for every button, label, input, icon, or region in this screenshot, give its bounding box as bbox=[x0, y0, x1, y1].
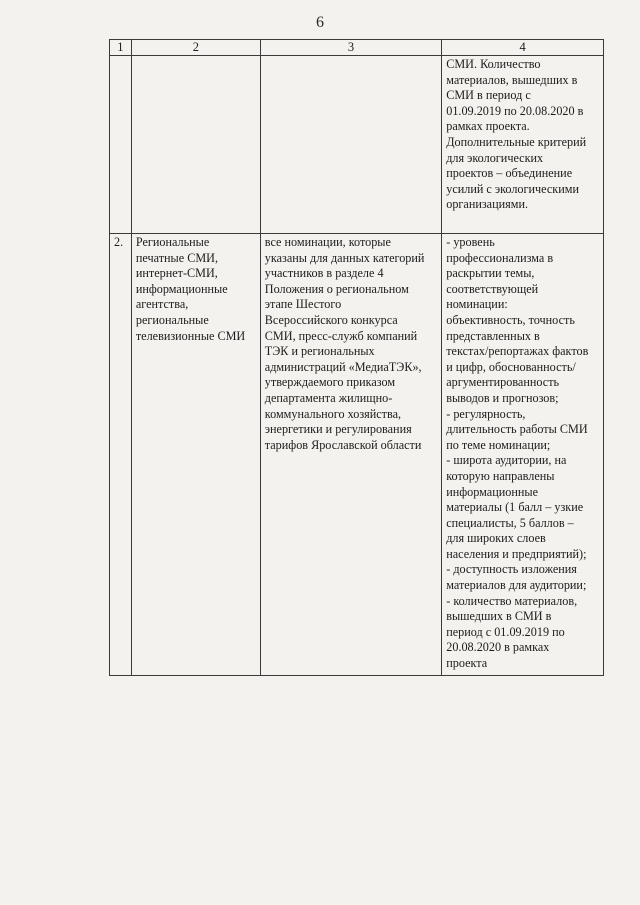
nominations-cell bbox=[260, 234, 441, 676]
header-col-1: 1 bbox=[110, 40, 132, 56]
participants-cell bbox=[131, 234, 260, 676]
row-number: 2. bbox=[114, 235, 124, 249]
criteria-cell bbox=[442, 234, 604, 676]
page-number: 6 bbox=[316, 14, 324, 31]
participants-cell bbox=[131, 56, 260, 234]
criteria-table bbox=[109, 39, 604, 676]
criteria-text: СМИ. Количество материалов, вышедших в СМИ в период с 01.09.2019 по 20.08.2020 в рамках проекта. Дополнительные критерий для экологических проектов – объединение усилий с экологическими организациями. bbox=[446, 57, 587, 212]
table-row bbox=[110, 56, 604, 234]
table-header-row bbox=[110, 40, 604, 56]
row-number-cell bbox=[110, 56, 132, 234]
header-col-2: 2 bbox=[131, 40, 260, 56]
header-col-4: 4 bbox=[442, 40, 604, 56]
nominations-cell bbox=[260, 56, 441, 234]
criteria-cell bbox=[442, 56, 604, 234]
criteria-text: - уровень профессионализма в раскрытии темы, соответствующей номинации: объективность, точность представленных в текстах/репортажах фактов и цифр, обоснованность/ аргументированность выводов и прогнозов; - регулярность, длительность работы СМИ по теме номинации; - широта аудитории, на которую направлены информационные материалы (1 балл – узкие специалисты, 5 баллов – для широких слоев населения и предприятий); - доступность изложения материалов для аудитории; - количество материалов, вышедших в СМИ в период с 01.09.2019 по 20.08.2020 в рамках проекта bbox=[446, 235, 589, 671]
nominations-text: все номинации, которые указаны для данных категорий участников в разделе 4 Положения о региональном этапе Шестого Всероссийского конкурса СМИ, пресс-служб компаний ТЭК и региональных администраций «МедиаТЭК», утверждаемого приказом департамента жилищно- коммунального хозяйства, энергетики и регулирования тарифов Ярославской области bbox=[264, 235, 425, 452]
row-number-cell bbox=[110, 234, 132, 676]
header-col-3: 3 bbox=[260, 40, 441, 56]
table-row bbox=[110, 234, 604, 676]
participants-text: Региональные печатные СМИ, интернет-СМИ, информационные агентства, региональные телевизионные СМИ bbox=[135, 235, 246, 343]
